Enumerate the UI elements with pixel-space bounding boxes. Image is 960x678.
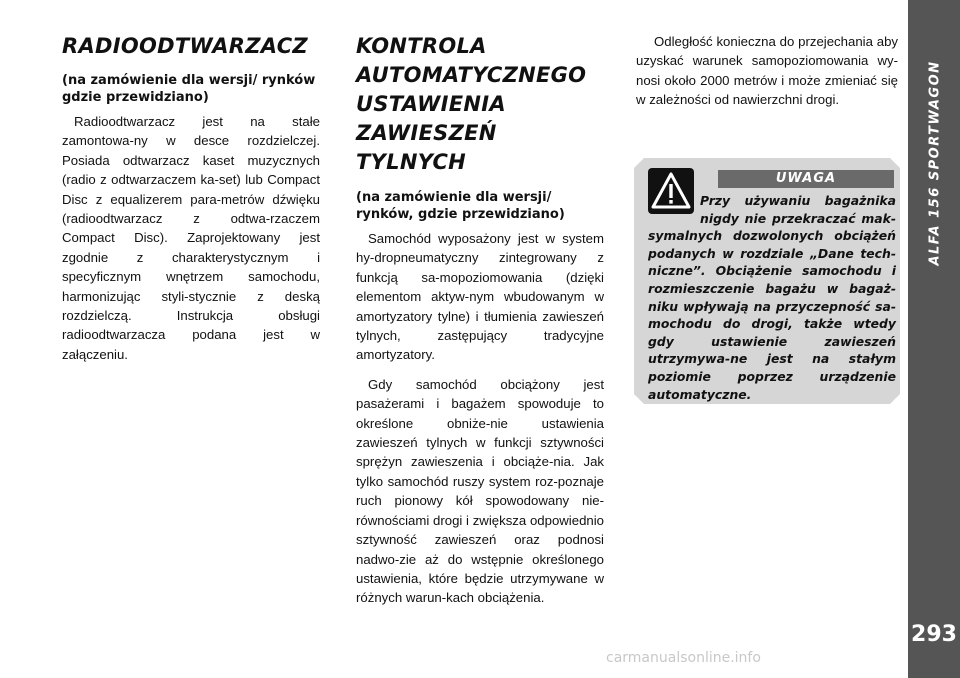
sidebar-title xyxy=(920,28,950,298)
section-paragraph-2: Gdy samochód obciążony jest pasażerami i bagażem spowoduje to określone obniże-nie ustawienia zawieszeń tylnych w funkcji sztywności sprężyn zawieszenia i obciąże-nia. Jak tylko samochód ruszy system roz-poznaje ruch pionowy kół spowodowany nie-równościami drogi i zwiększa odpowiednio sztywność zawieszeń oraz podnosi nadwo-zie aż do wstępnie określonego ustawienia, które będzie utrzymywane w różnych warun-kach obciążenia. xyxy=(356,376,604,606)
section-heading: RADIOODTWARZACZ xyxy=(62,34,308,58)
section-paragraph: Odległość konieczna do przejechania aby uzyskać warunek samopoziomowania wy-nosi około 2000 metrów i może zmieniać się w zależności od nawierzchni drogi. xyxy=(636,34,898,108)
warning-text xyxy=(648,192,896,403)
section-subheading: (na zamówienie dla wersji/ rynków gdzie przewidziano) xyxy=(62,73,316,105)
section-suspension xyxy=(356,32,604,618)
sidebar-title-text: ALFA 156 SPORTWAGON xyxy=(927,60,943,266)
section-continuation xyxy=(636,32,898,120)
section-heading: KONTROLA AUTOMATYCZNEGO USTAWIENIA ZAWIESZEŃ TYLNYCH xyxy=(356,34,587,174)
section-paragraph: Radioodtwarzacz jest na stałe zamontowa-ny w desce rozdzielczej. Posiada odtwarzacz kaset muzycznych (radio z odtwarzaczem ka-set) lub Compact Disc z equalizerem para-metrów dźwięku (radioodtwarzacz z odtwa-rzaczem Compact Disc). Zaprojektowany jest zgodnie z charakterystycznym i specyficznym wnętrzem samochodu, harmonizując styli-stycznie z deską rozdzielczą. Instrukcja obsługi radioodtwarzacza podana jest w załączeniu. xyxy=(62,114,320,362)
warning-label: UWAGA xyxy=(718,170,894,188)
section-radio xyxy=(62,32,320,374)
watermark: carmanualsonline.info xyxy=(606,650,761,666)
section-paragraph-1: Samochód wyposażony jest w system hy-dropneumatyczny zintegrowany z funkcją sa-mopoziomowania (dzięki elementom aktyw-nym wbudowanym w amortyzatory tylne) i tłumienia zawieszeń tylnych, zastępujący tradycyjne amortyzatory. xyxy=(356,231,604,363)
warning-text-content: Przy używaniu bagażnika nigdy nie przekraczać mak-symalnych dozwolonych obciążeń podanych w rozdziale „Dane tech-niczne”. Obciążenie samochodu i rozmieszczenie bagażu w bagaż-niku wpływają na przyczepność sa-mochodu do drogi, także wtedy gdy ustawienie zawieszeń utrzymywa-ne jest na stałym poziomie poprzez urządzenie automatyczne. xyxy=(648,193,896,402)
page-number: 293 xyxy=(911,622,957,647)
section-subheading: (na zamówienie dla wersji/ rynków, gdzie przewidziano) xyxy=(356,190,565,222)
sidebar xyxy=(908,0,960,678)
warning-box xyxy=(634,158,900,404)
